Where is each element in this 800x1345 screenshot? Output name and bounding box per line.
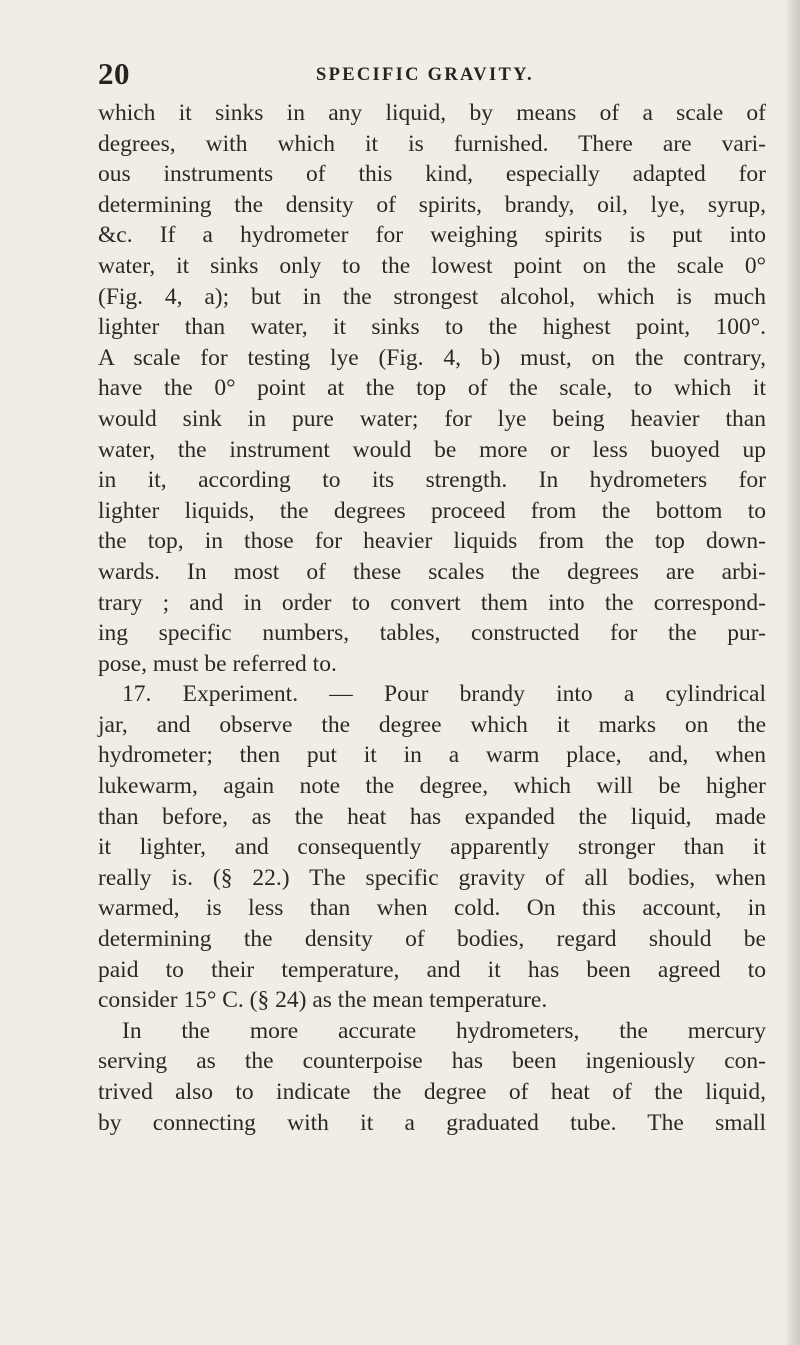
text-line: degrees, with which it is furnished. There are vari- [98,130,766,157]
text-line: than before, as the heat has expanded the liquid, made [98,803,766,830]
page-edge [786,0,800,1345]
text-line: wards. In most of these scales the degrees are arbi- [98,558,766,585]
page-number: 20 [98,56,130,91]
text-line: 17. Experiment. — Pour brandy into a cylindrical [122,681,766,708]
text-line: which it sinks in any liquid, by means of a scale of [98,100,766,126]
text-line: it lighter, and consequently apparently stronger than it [98,834,766,861]
text-line: paid to their temperature, and it has been agreed to [98,956,766,983]
text-line: (Fig. 4, a); but in the strongest alcohol, which is much [98,283,766,310]
text-line: would sink in pure water; for lye being heavier than [98,405,766,432]
text-line: ing specific numbers, tables, constructed for the pur- [98,620,766,647]
text-line: have the 0° point at the top of the scale, to which it [98,375,766,402]
text-line: in it, according to its strength. In hydrometers for [98,467,766,494]
text-line: trived also to indicate the degree of heat of the liquid, [98,1079,766,1105]
text-line: lighter than water, it sinks to the highest point, 100°. [98,314,766,341]
text-line: ous instruments of this kind, especially adapted for [98,161,766,188]
text-line: really is. (§ 22.) The specific gravity of all bodies, when [98,864,766,891]
text-line: In the more accurate hydrometers, the mercury [122,1017,766,1044]
text-line: water, it sinks only to the lowest point on the scale 0° [98,252,766,279]
text-line: &c. If a hydrometer for weighing spirits is put into [98,222,766,249]
text-line: water, the instrument would be more or less buoyed up [98,436,766,463]
text-line: lighter liquids, the degrees proceed from the bottom to [98,497,766,524]
text-line: by connecting with it a graduated tube. The small [98,1109,766,1136]
running-head [98,56,766,92]
body-text [98,98,766,1138]
running-title: SPECIFIC GRAVITY. [316,65,534,85]
text-line: A scale for testing lye (Fig. 4, b) must, on the contrary, [98,344,766,371]
text-line: jar, and observe the degree which it marks on the [98,711,766,738]
text-line: lukewarm, again note the degree, which will be higher [98,773,766,800]
text-line: pose, must be referred to. [98,650,337,677]
text-line: warmed, is less than when cold. On this account, in [98,895,766,922]
text-line: serving as the counterpoise has been ingeniously con- [98,1048,766,1075]
text-line: the top, in those for heavier liquids from the top down- [98,528,766,555]
text-line: trary ; and in order to convert them into the correspond- [98,589,766,616]
text-line: determining the density of spirits, brandy, oil, lye, syrup, [98,191,766,218]
text-line: hydrometer; then put it in a warm place, and, when [98,742,766,769]
text-line: determining the density of bodies, regard should be [98,926,766,953]
text-line: consider 15° C. (§ 24) as the mean temperature. [98,987,548,1014]
